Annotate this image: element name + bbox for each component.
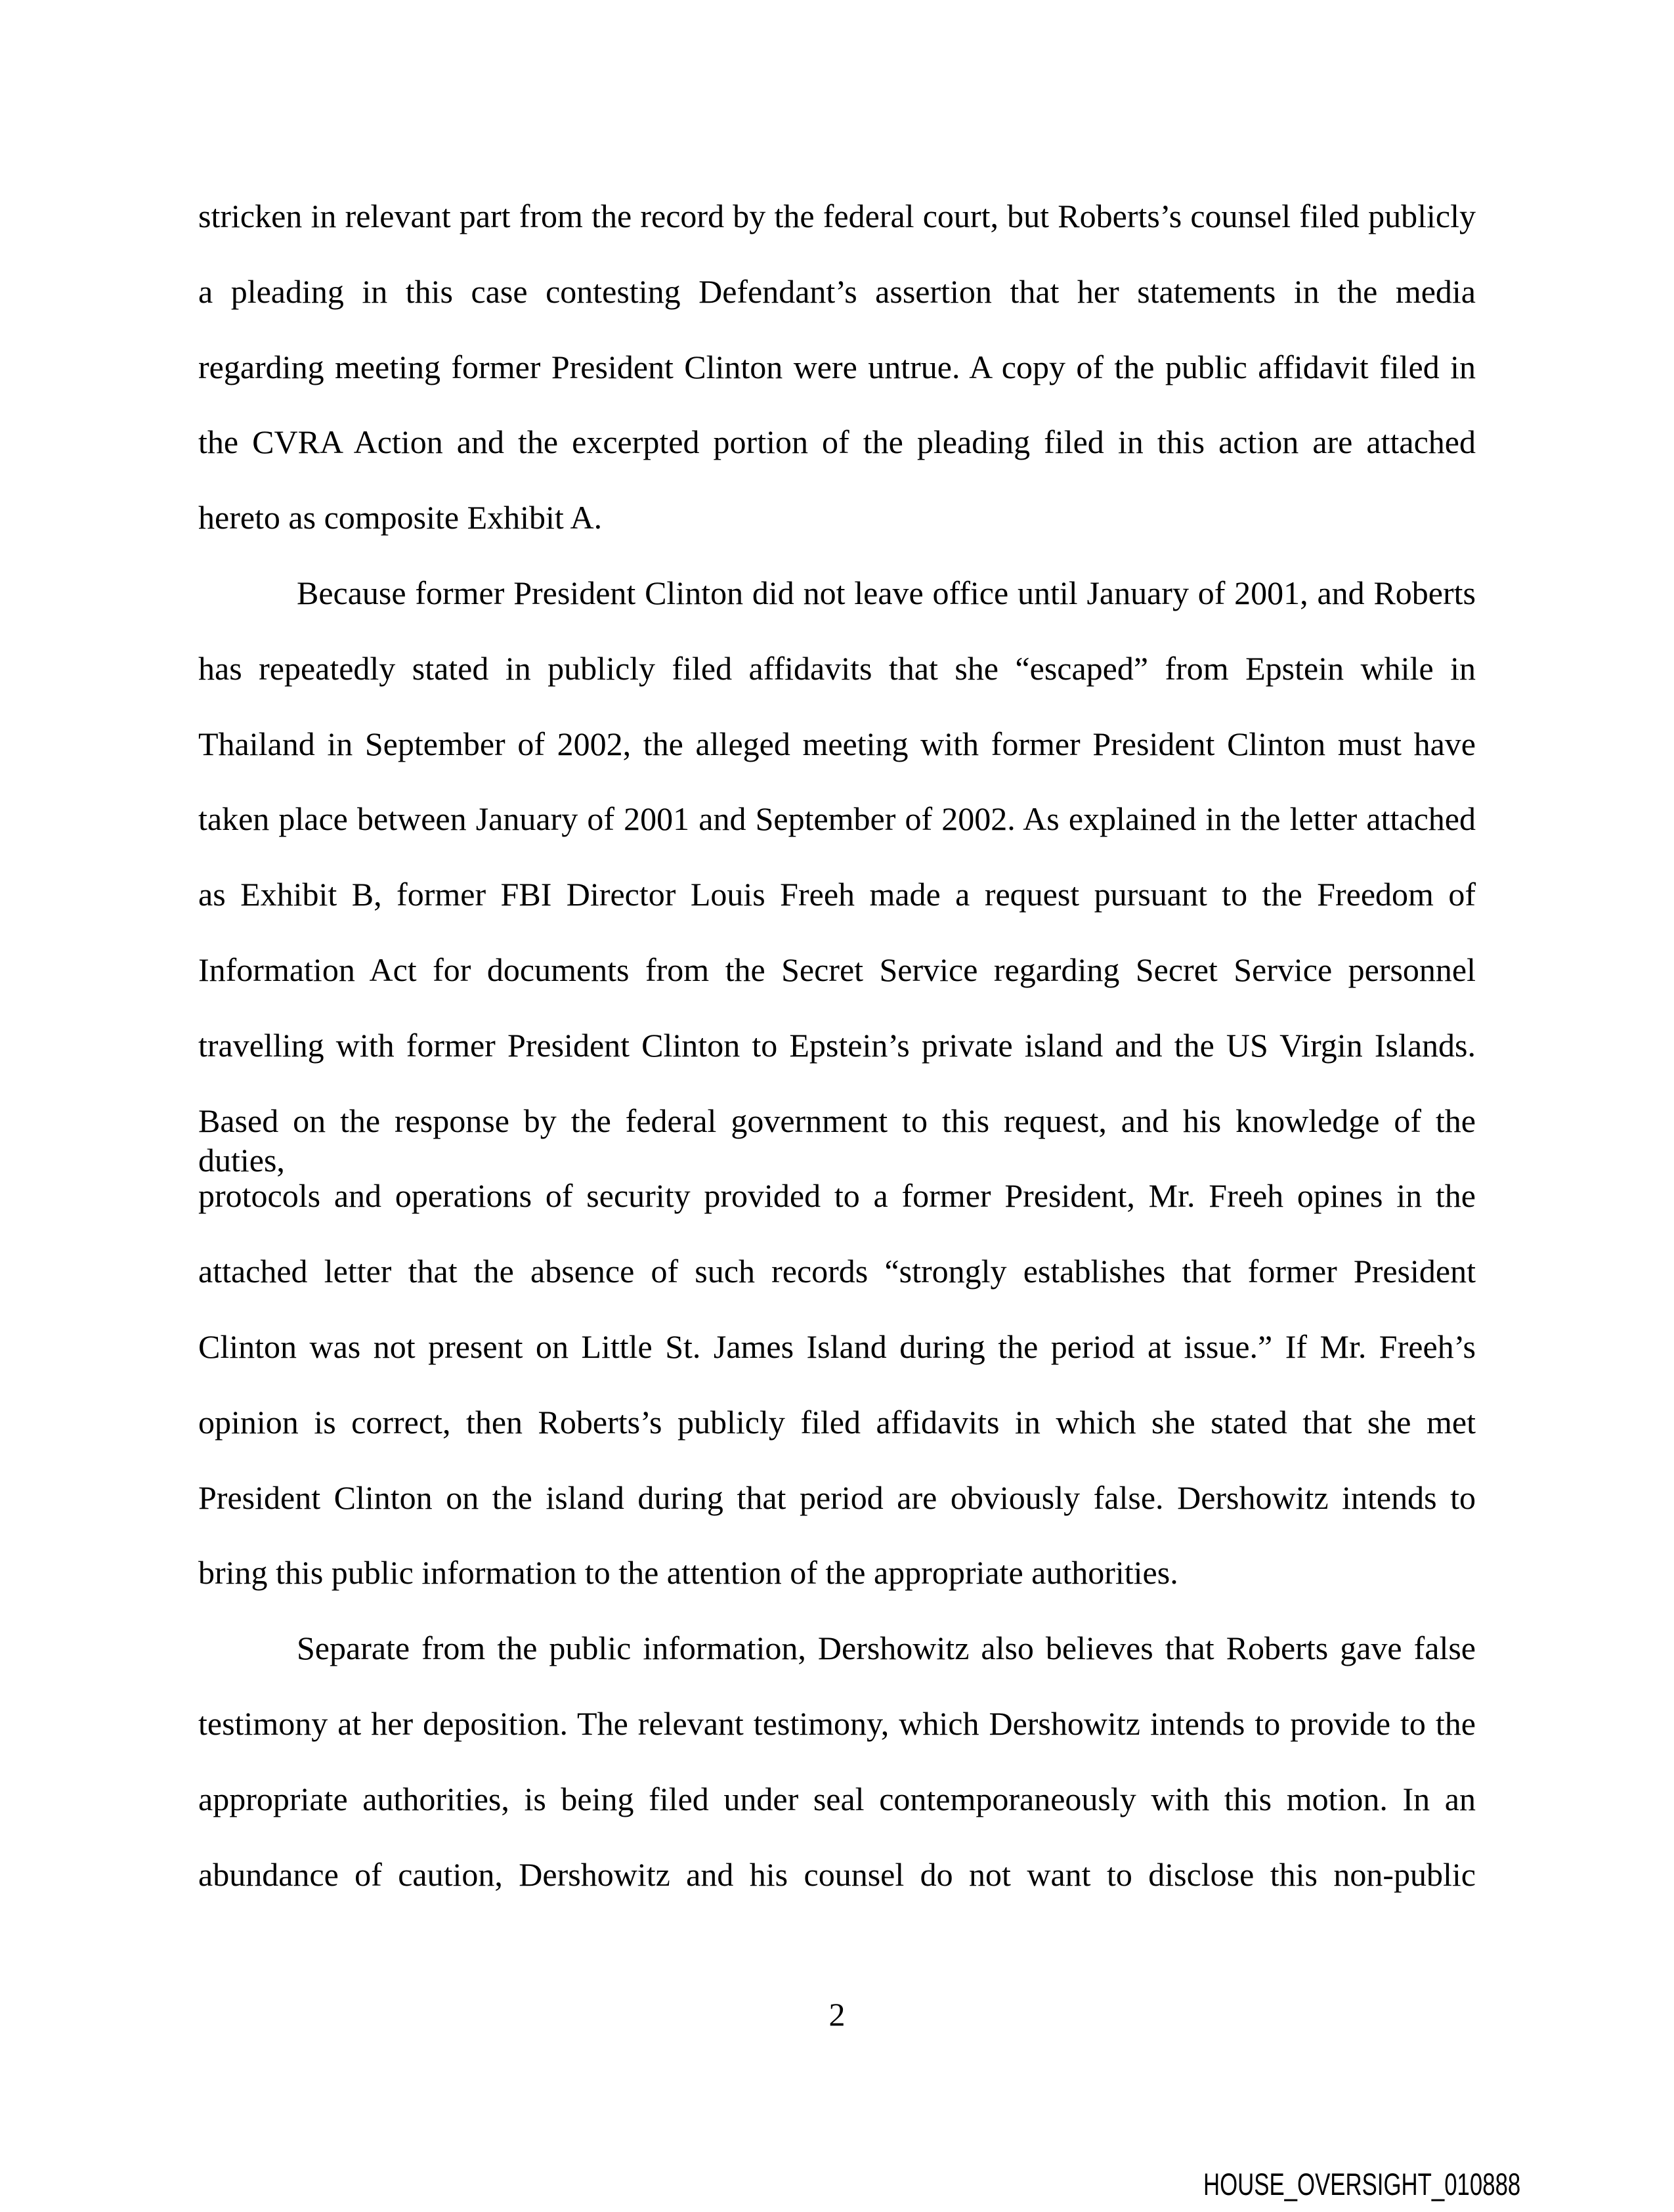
text-line: Based on the response by the federal government to this request, and his knowledge of the duties, [198, 1102, 1476, 1179]
text-line: regarding meeting former President Clinton were untrue. A copy of the public affidavit filed in [198, 348, 1476, 385]
text-line: President Clinton on the island during that period are obviously false. Dershowitz intends to [198, 1479, 1476, 1516]
text-line: abundance of caution, Dershowitz and his counsel do not want to disclose this non-public [198, 1855, 1476, 1893]
text-line: travelling with former President Clinton to Epstein’s private island and the US Virgin Islands. [198, 1026, 1476, 1064]
text-line: Separate from the public information, Dershowitz also believes that Roberts gave false [297, 1630, 1476, 1667]
text-line: stricken in relevant part from the record by the federal court, but Roberts’s counsel filed publicly [198, 198, 1476, 234]
text-line: Because former President Clinton did not leave office until January of 2001, and Roberts [297, 575, 1476, 611]
text-line: the CVRA Action and the excerpted portion of the pleading filed in this action are attached [198, 423, 1476, 461]
text-line: a pleading in this case contesting Defendant’s assertion that her statements in the media [198, 272, 1476, 310]
text-line: has repeatedly stated in publicly filed affidavits that she “escaped” from Epstein while in [198, 649, 1476, 687]
text-line: testimony at her deposition. The relevant testimony, which Dershowitz intends to provide to the [198, 1705, 1476, 1742]
text-line: hereto as composite Exhibit A. [198, 499, 603, 536]
text-line: Information Act for documents from the Secret Service regarding Secret Service personnel [198, 951, 1476, 988]
text-line: taken place between January of 2001 and September of 2002. As explained in the letter attached [198, 800, 1476, 838]
text-line: Clinton was not present on Little St. James Island during the period at issue.” If Mr. Freeh’s [198, 1328, 1476, 1365]
text-line: bring this public information to the attention of the appropriate authorities. [198, 1554, 1178, 1592]
text-line: attached letter that the absence of such records “strongly establishes that former President [198, 1253, 1476, 1290]
text-line: as Exhibit B, former FBI Director Louis Freeh made a request pursuant to the Freedom of [198, 876, 1476, 913]
text-line: Thailand in September of 2002, the alleged meeting with former President Clinton must have [198, 725, 1476, 762]
text-line: protocols and operations of security provided to a former President, Mr. Freeh opines in the [198, 1177, 1476, 1215]
bates-stamp: HOUSE_OVERSIGHT_010888 [1203, 2167, 1521, 2201]
page-number: 2 [828, 1996, 846, 2033]
text-line: appropriate authorities, is being filed under seal contemporaneously with this motion. In an [198, 1780, 1476, 1817]
text-line: opinion is correct, then Roberts’s publicly filed affidavits in which she stated that she met [198, 1403, 1476, 1441]
